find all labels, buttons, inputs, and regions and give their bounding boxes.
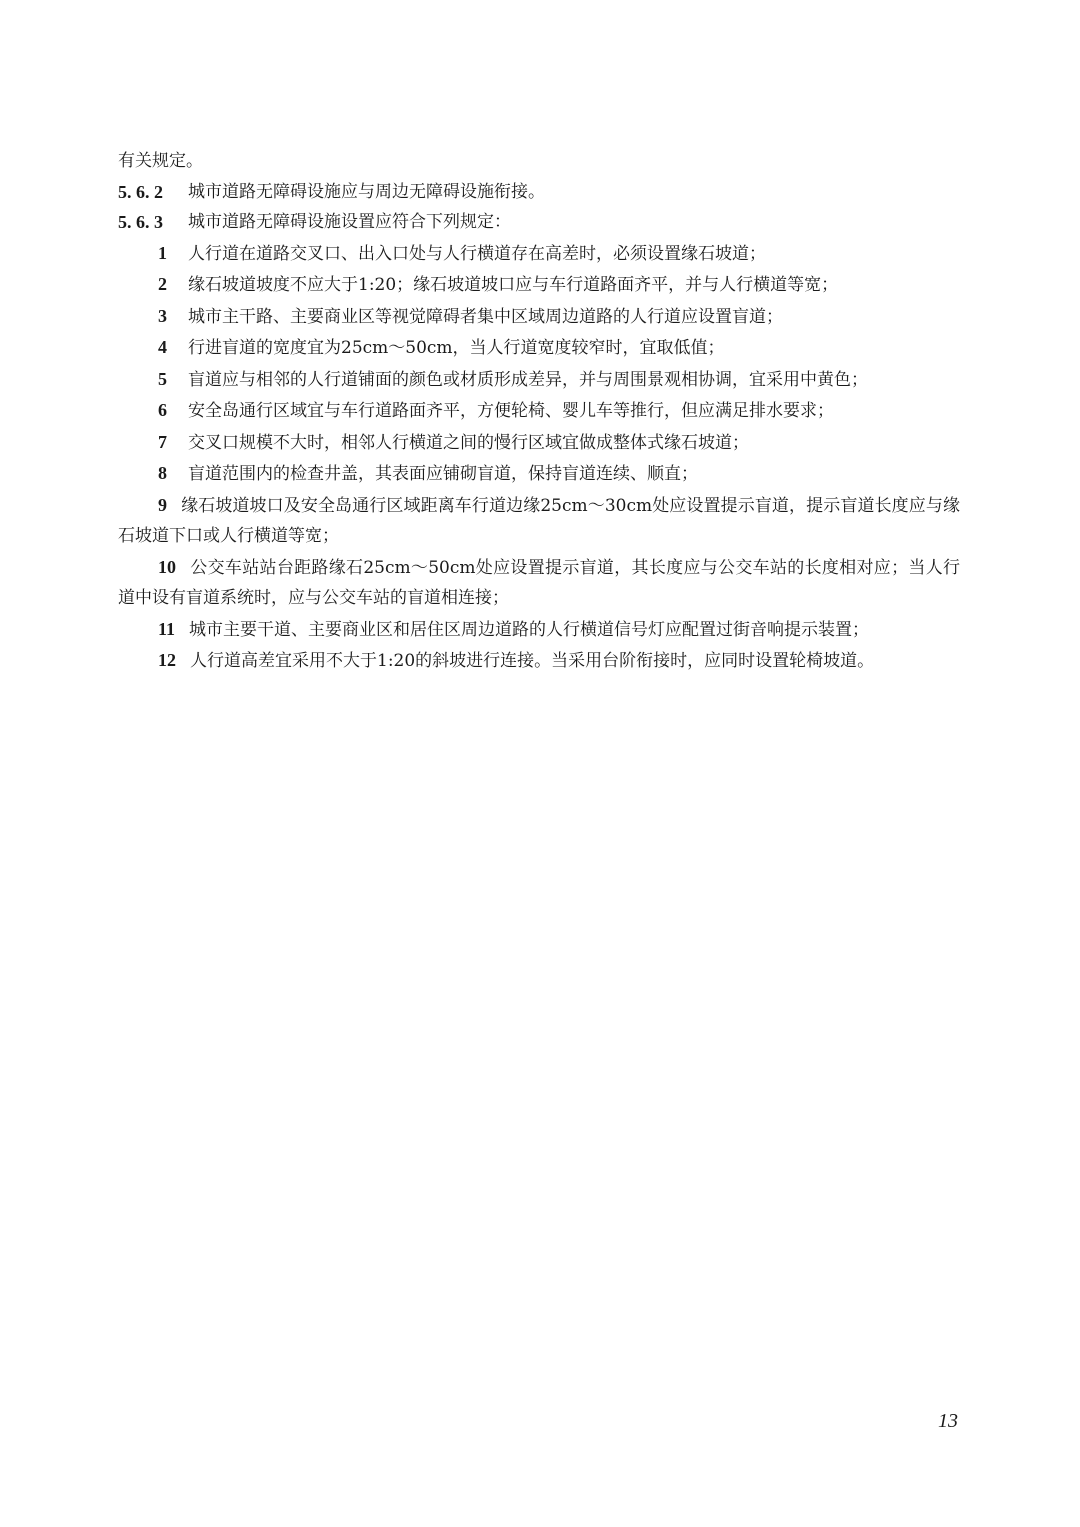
- item-number: 1: [158, 242, 167, 263]
- item-number: 5: [158, 368, 167, 389]
- list-item: [118, 552, 960, 614]
- item-number: 2: [158, 274, 167, 294]
- list-item: [118, 301, 960, 333]
- clause-text: 城市道路无障碍设施设置应符合下列规定：: [188, 212, 511, 232]
- item-text: 城市主要干道、主要商业区和居住区周边道路的人行横道信号灯应配置过街音响提示装置；: [189, 619, 870, 640]
- item-text: 人行道高差宜采用不大于1:20的斜坡进行连接。当采用台阶衔接时，应同时设置轮椅坡道。: [190, 651, 875, 671]
- list-item: [118, 269, 960, 301]
- item-number: 7: [158, 431, 167, 452]
- list-item: [118, 364, 960, 396]
- item-text: 缘石坡道坡度不应大于1:20；缘石坡道坡口应与车行道路面齐平，并与人行横道等宽；: [188, 275, 839, 295]
- list-item: [118, 458, 960, 490]
- list-item: [118, 490, 960, 552]
- clause-number: 5. 6. 3: [118, 212, 163, 232]
- clause-number: 5. 6. 2: [118, 181, 163, 202]
- item-number: 8: [158, 463, 167, 483]
- item-text: 盲道范围内的检查井盖，其表面应铺砌盲道，保持盲道连续、顺直；: [188, 464, 698, 484]
- item-text: 缘石坡道坡口及安全岛通行区域距离车行道边缘25cm～30cm处应设置提示盲道，提示盲道长度应与缘石坡道下口或人行横道等宽；: [118, 495, 960, 546]
- continuation-text: 有关规定。: [118, 151, 203, 171]
- item-text: 交叉口规模不大时，相邻人行横道之间的慢行区域宜做成整体式缘石坡道；: [188, 432, 749, 453]
- item-number: 12: [158, 650, 176, 670]
- list-item: [118, 332, 960, 364]
- page-number: 13: [938, 1410, 958, 1432]
- item-text: 人行道在道路交叉口、出入口处与人行横道存在高差时，必须设置缘石坡道；: [188, 243, 766, 264]
- page-body: [118, 146, 960, 677]
- item-number: 10: [158, 556, 176, 577]
- item-text: 城市主干路、主要商业区等视觉障碍者集中区域周边道路的人行道应设置盲道；: [188, 306, 783, 327]
- item-text: 行进盲道的宽度宜为25cm～50cm，当人行道宽度较窄时，宜取低值；: [188, 338, 725, 358]
- clause-text: 城市道路无障碍设施应与周边无障碍设施衔接。: [188, 181, 545, 202]
- item-number: 4: [158, 337, 167, 357]
- list-item: [118, 427, 960, 459]
- list-item: [118, 238, 960, 270]
- clause-5-6-2: [118, 177, 960, 208]
- item-number: 6: [158, 400, 167, 420]
- list-item: [118, 614, 960, 646]
- item-text: 盲道应与相邻的人行道铺面的颜色或材质形成差异，并与周围景观相协调，宜采用中黄色；: [188, 369, 868, 390]
- list-item: [118, 645, 960, 677]
- clause-5-6-3: [118, 207, 960, 238]
- item-number: 11: [158, 618, 176, 639]
- item-number: 3: [158, 305, 167, 326]
- list-item: [118, 395, 960, 427]
- item-number: 9: [158, 494, 167, 515]
- item-text: 公交车站站台距路缘石25cm～50cm处应设置提示盲道，其长度应与公交车站的长度相对应；当人行道中设有盲道系统时，应与公交车站的盲道相连接；: [118, 557, 960, 608]
- item-text: 安全岛通行区域宜与车行道路面齐平，方便轮椅、婴儿车等推行，但应满足排水要求；: [188, 401, 834, 421]
